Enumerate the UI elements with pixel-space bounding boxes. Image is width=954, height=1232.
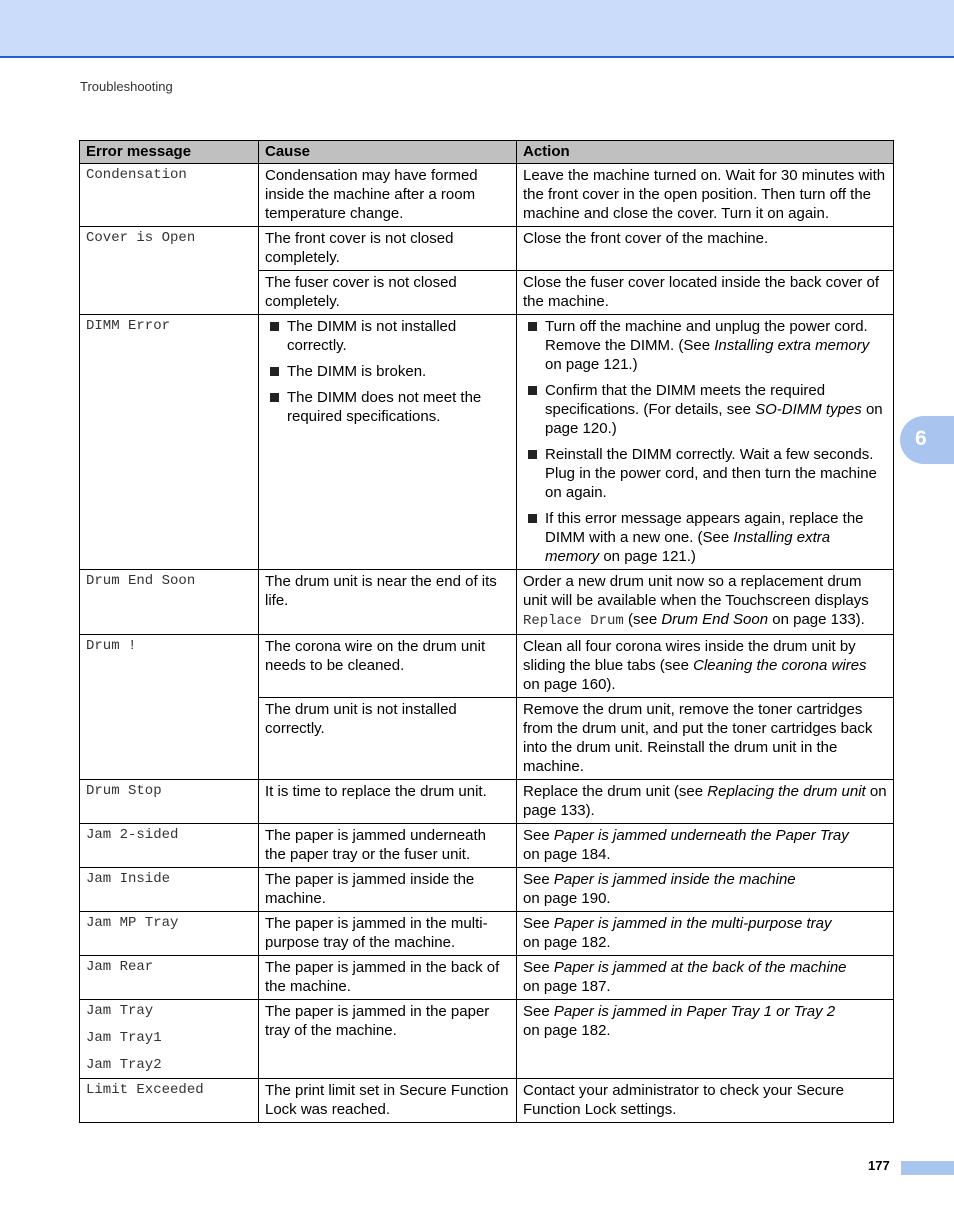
- list-item-text: [545, 510, 864, 565]
- text-run: See: [523, 1003, 554, 1020]
- action-cell: [517, 1079, 894, 1123]
- table-row: [80, 780, 894, 824]
- error-message: Jam Tray: [86, 1003, 154, 1019]
- text-run: on page 182.: [523, 1022, 611, 1039]
- cause-cell: It is time to replace the drum unit.: [259, 780, 517, 824]
- error-message-cell: [80, 780, 259, 824]
- text-run: Contact your administrator to check your Secure Function Lock settings.: [523, 1082, 844, 1118]
- action-cell: [517, 824, 894, 868]
- action-cell: [517, 227, 894, 271]
- error-message: Limit Exceeded: [86, 1082, 204, 1098]
- error-message: Drum !: [86, 638, 137, 654]
- text-run: Replace the drum unit (see: [523, 783, 708, 800]
- list-item: [523, 381, 887, 438]
- text-run: See: [523, 871, 554, 888]
- chapter-number: 6: [915, 427, 927, 450]
- italic-reference: Paper is jammed in Paper Tray 1 or Tray 2: [553, 1003, 836, 1020]
- action-cell: [517, 1000, 894, 1079]
- action-cell: [517, 570, 894, 635]
- error-message-cell: [80, 315, 259, 570]
- italic-reference: Paper is jammed inside the machine: [553, 871, 796, 888]
- page-number-bar: [901, 1161, 954, 1175]
- square-bullet-icon: [528, 322, 537, 331]
- list-item-text: [545, 318, 869, 373]
- table-row: [80, 868, 894, 912]
- page-number: 177: [868, 1158, 890, 1173]
- error-message: Jam Rear: [86, 959, 154, 975]
- table-row: [80, 227, 894, 271]
- action-cell: [517, 271, 894, 315]
- cause-cell: The corona wire on the drum unit needs to be cleaned.: [259, 635, 517, 698]
- text-run: on page 121.): [599, 548, 696, 565]
- cause-cell: [259, 315, 517, 570]
- action-cell: [517, 956, 894, 1000]
- action-cell: [517, 635, 894, 698]
- running-header: Troubleshooting: [80, 79, 173, 94]
- cause-cell: Condensation may have formed inside the machine after a room temperature change.: [259, 164, 517, 227]
- error-message: Drum End Soon: [86, 573, 196, 589]
- italic-reference: Installing extra memory: [545, 529, 831, 565]
- text-run: Clean all four corona wires inside the drum unit by sliding the blue tabs (see: [523, 638, 856, 674]
- text-run: on page 160).: [523, 676, 616, 693]
- cause-cell: The paper is jammed in the multi-purpose tray of the machine.: [259, 912, 517, 956]
- text-run: on page 184.: [523, 846, 611, 863]
- error-messages-table: [79, 140, 894, 1123]
- italic-reference: Paper is jammed in the multi-purpose tray: [553, 915, 832, 932]
- text-run: (see: [623, 611, 662, 628]
- table-row: [80, 315, 894, 570]
- list-item-text: The DIMM is broken.: [287, 363, 427, 380]
- action-cell: [517, 698, 894, 780]
- italic-reference: Paper is jammed at the back of the machine: [553, 959, 847, 976]
- column-header-cause: Cause: [259, 141, 517, 164]
- cause-cell: The drum unit is not installed correctly.: [259, 698, 517, 780]
- error-message: Jam MP Tray: [86, 915, 179, 931]
- square-bullet-icon: [528, 450, 537, 459]
- error-message: Jam Tray1: [86, 1030, 162, 1046]
- action-cell: [517, 164, 894, 227]
- text-run: See: [523, 827, 554, 844]
- table-row: [80, 570, 894, 635]
- error-message-cell: [80, 570, 259, 635]
- list-item: [523, 317, 887, 374]
- list-item-text: [545, 446, 877, 501]
- list-item: [523, 509, 887, 566]
- cause-cell: The print limit set in Secure Function Lock was reached.: [259, 1079, 517, 1123]
- error-message-cell: [80, 956, 259, 1000]
- text-run: Close the fuser cover located inside the back cover of the machine.: [523, 274, 880, 310]
- text-run: Order a new drum unit now so a replacement drum unit will be available when the Touchscreen displays: [523, 573, 869, 609]
- chapter-tab: [900, 416, 954, 464]
- text-run: on page 133).: [768, 611, 865, 628]
- error-message: Jam 2-sided: [86, 827, 179, 843]
- error-message-cell: [80, 1000, 259, 1079]
- error-message: Cover is Open: [86, 230, 196, 246]
- table-row: [80, 1079, 894, 1123]
- text-run: Confirm that the DIMM meets the required specifications. (For details, see: [545, 382, 826, 418]
- error-message-cell: [80, 227, 259, 315]
- text-run: Remove the drum unit, remove the toner cartridges from the drum unit, and put the toner cartridges back into the drum unit. Reinstall the drum unit in the machine.: [523, 701, 873, 775]
- list-item: [265, 362, 510, 381]
- action-cell: [517, 912, 894, 956]
- cause-cell: The fuser cover is not closed completely.: [259, 271, 517, 315]
- cause-cell: The paper is jammed in the paper tray of the machine.: [259, 1000, 517, 1079]
- text-run: Turn off the machine and unplug the power cord. Remove the DIMM. (See: [545, 318, 868, 354]
- cause-cell: The drum unit is near the end of its life.: [259, 570, 517, 635]
- list-item: [265, 388, 510, 426]
- text-run: on page 187.: [523, 978, 611, 995]
- italic-reference: Cleaning the corona wires: [693, 657, 867, 674]
- table-header-row: [80, 141, 894, 164]
- square-bullet-icon: [528, 514, 537, 523]
- table-row: [80, 635, 894, 698]
- text-run: Leave the machine turned on. Wait for 30 minutes with the front cover in the open position. Then turn off the machine and close the cover. Turn it on again.: [523, 167, 886, 222]
- cause-cell: The paper is jammed in the back of the machine.: [259, 956, 517, 1000]
- text-run: on page 133).: [523, 783, 887, 819]
- square-bullet-icon: [270, 393, 279, 402]
- italic-reference: Replacing the drum unit: [707, 783, 866, 800]
- error-message: Jam Tray2: [86, 1057, 162, 1073]
- text-run: on page 120.): [545, 401, 883, 437]
- error-message: Jam Inside: [86, 871, 171, 887]
- error-message-cell: [80, 912, 259, 956]
- display-message: Replace Drum: [523, 613, 624, 629]
- error-message: Drum Stop: [86, 783, 162, 799]
- error-message: DIMM Error: [86, 318, 171, 334]
- page-header-band: [0, 0, 954, 58]
- list-item: [265, 317, 510, 355]
- cause-cell: The front cover is not closed completely.: [259, 227, 517, 271]
- error-message-cell: [80, 1079, 259, 1123]
- table-row: [80, 824, 894, 868]
- list-item: [523, 445, 887, 502]
- error-message-cell: [80, 635, 259, 780]
- text-run: See: [523, 959, 554, 976]
- square-bullet-icon: [270, 322, 279, 331]
- italic-reference: Drum End Soon: [661, 611, 769, 628]
- action-cell: [517, 315, 894, 570]
- column-header-error-message: Error message: [80, 141, 259, 164]
- text-run: on page 121.): [545, 356, 638, 373]
- table-row: [80, 164, 894, 227]
- text-run: on page 190.: [523, 890, 611, 907]
- action-cell: [517, 780, 894, 824]
- text-run: Reinstall the DIMM correctly. Wait a few seconds. Plug in the power cord, and then turn the machine on again.: [545, 446, 877, 501]
- table-row: [80, 956, 894, 1000]
- action-cell: [517, 868, 894, 912]
- text-run: If this error message appears again, replace the DIMM with a new one. (See: [545, 510, 864, 546]
- italic-reference: Installing extra memory: [714, 337, 870, 354]
- error-message-cell: [80, 868, 259, 912]
- table-row: [80, 912, 894, 956]
- error-message-cell: [80, 164, 259, 227]
- column-header-action: Action: [517, 141, 894, 164]
- list-item-text: The DIMM does not meet the required specifications.: [287, 389, 482, 425]
- bullet-list: [265, 317, 510, 426]
- table-row: [80, 1000, 894, 1079]
- italic-reference: Paper is jammed underneath the Paper Tray: [553, 827, 849, 844]
- text-run: See: [523, 915, 554, 932]
- list-item-text: The DIMM is not installed correctly.: [287, 318, 457, 354]
- text-run: on page 182.: [523, 934, 611, 951]
- italic-reference: SO-DIMM types: [755, 401, 862, 418]
- list-item-text: [545, 382, 883, 437]
- square-bullet-icon: [270, 367, 279, 376]
- square-bullet-icon: [528, 386, 537, 395]
- cause-cell: The paper is jammed inside the machine.: [259, 868, 517, 912]
- cause-cell: The paper is jammed underneath the paper tray or the fuser unit.: [259, 824, 517, 868]
- error-message-cell: [80, 824, 259, 868]
- error-message: Condensation: [86, 167, 187, 183]
- text-run: Close the front cover of the machine.: [523, 230, 769, 247]
- bullet-list: [523, 317, 887, 566]
- table-body: [80, 164, 894, 1123]
